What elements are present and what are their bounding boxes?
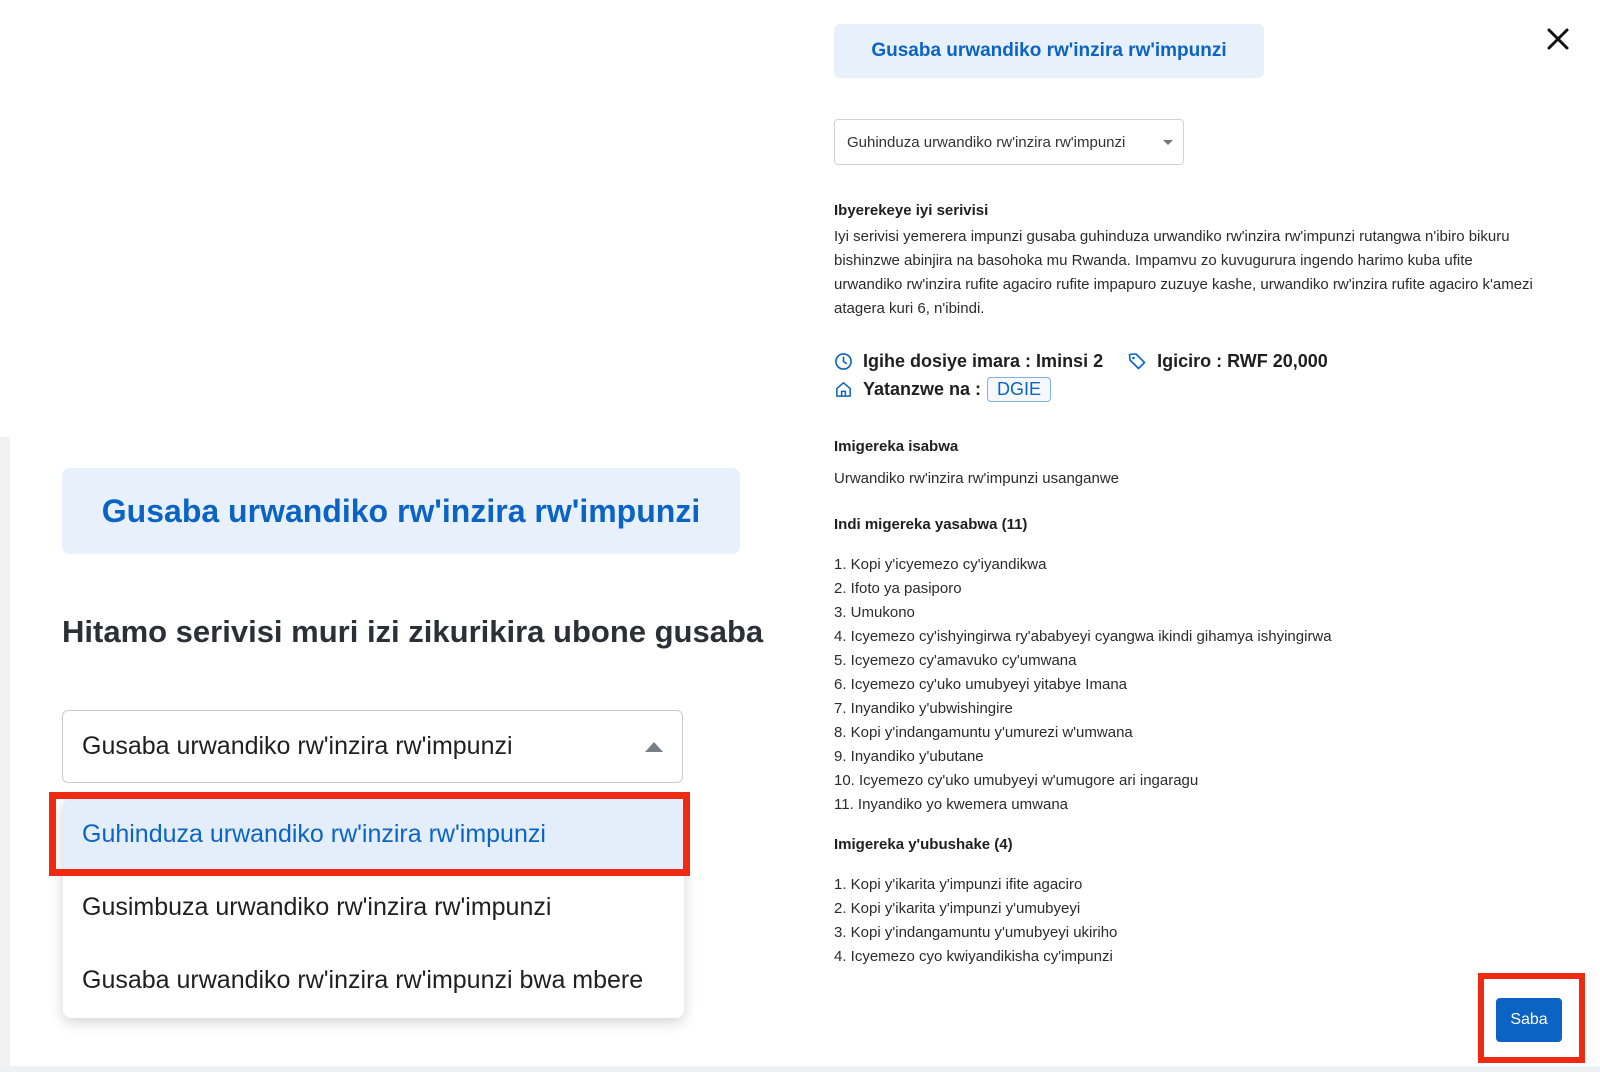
provider-label: Yatanzwe na : <box>863 378 982 399</box>
service-title-chip-label: Gusaba urwandiko rw'inzira rw'impunzi <box>871 40 1227 61</box>
optional-docs-list <box>834 873 1117 969</box>
home-icon <box>834 380 853 399</box>
list-item: 2. Ifoto ya pasiporo <box>834 580 962 597</box>
about-service-title: Ibyerekeye iyi serivisi <box>834 202 989 219</box>
list-item: 5. Icyemezo cy'amavuko cy'umwana <box>834 652 1077 669</box>
meta-row-provider <box>834 376 1051 402</box>
close-icon[interactable] <box>1545 26 1571 52</box>
list-item: 11. Inyandiko yo kwemera umwana <box>834 796 1069 813</box>
optional-docs-title: Imigereka y'ubushake (4) <box>834 836 1013 853</box>
list-item: 4. Icyemezo cyo kwiyandikisha cy'impunzi <box>834 948 1113 965</box>
service-title-chip <box>834 24 1264 78</box>
other-docs-title: Indi migereka yasabwa (11) <box>834 516 1028 533</box>
caret-up-icon <box>645 742 663 752</box>
processing-time: Igihe dosiye imara : Iminsi 2 <box>863 350 1104 371</box>
sub-service-select-value: Guhinduza urwandiko rw'inzira rw'impunzi <box>847 133 1126 151</box>
dropdown-option-replace[interactable]: Gusimbuza urwandiko rw'inzira rw'impunzi <box>82 893 552 921</box>
list-item: 1. Kopi y'ikarita y'impunzi ifite agaciro <box>834 876 1083 893</box>
list-item: 9. Inyandiko y'ubutane <box>834 748 984 765</box>
list-item: 8. Kopi y'indangamuntu y'umurezi w'umwana <box>834 724 1133 741</box>
list-item: 1. Kopi y'icyemezo cy'iyandikwa <box>834 556 1047 573</box>
list-item: 2. Kopi y'ikarita y'impunzi y'umubyeyi <box>834 900 1081 917</box>
dropdown-option-first-time[interactable]: Gusaba urwandiko rw'inzira rw'impunzi bwa mbere <box>82 966 644 994</box>
other-docs-list <box>834 553 1332 817</box>
sub-service-select[interactable] <box>834 119 1184 165</box>
choose-service-heading: Hitamo serivisi muri izi zikurikira ubone gusaba <box>62 614 764 649</box>
submit-button[interactable]: Saba <box>1496 998 1562 1042</box>
required-docs-title: Imigereka isabwa <box>834 438 959 455</box>
highlight-box-submit <box>1478 973 1585 1063</box>
left-panel-bottom-border <box>0 1066 800 1072</box>
list-item: 6. Icyemezo cy'uko umubyeyi yitabye Imana <box>834 676 1127 693</box>
list-item: 3. Umukono <box>834 604 915 621</box>
list-item: 4. Icyemezo cy'ishyingirwa ry'ababyeyi cyangwa ikindi gihamya ishyingirwa <box>834 628 1332 645</box>
caret-down-icon <box>1163 140 1173 145</box>
service-hero-banner <box>62 468 740 554</box>
meta-row-time-price <box>834 348 1328 374</box>
list-item: 3. Kopi y'indangamuntu y'umubyeyi ukiriho <box>834 924 1118 941</box>
highlight-box-option <box>49 792 690 876</box>
list-item: 10. Icyemezo cy'uko umubyeyi w'umugore ari ingaragu <box>834 772 1199 789</box>
service-price: Igiciro : RWF 20,000 <box>1157 350 1328 371</box>
list-item: 7. Inyandiko y'ubwishingire <box>834 700 1013 717</box>
service-hero-title: Gusaba urwandiko rw'inzira rw'impunzi <box>101 492 701 529</box>
tag-icon <box>1127 351 1147 371</box>
service-select[interactable] <box>62 710 683 783</box>
clock-icon <box>834 352 853 371</box>
about-service-text: Iyi serivisi yemerera impunzi gusaba guhinduza urwandiko rw'inzira rw'impunzi rutangwa n'ibiro bikuru bishinzwe abinjira na basohoka mu Rwanda. Impamvu zo kuvugurura ingendo harimo kuba ufite urwandiko rw'inzira rufite agaciro rufite impapuro zuzuye kashe, urwandiko rw'inzira rufite agaciro k'amezi atagera kuri 6, n'ibindi. <box>834 228 1533 317</box>
required-doc-item: Urwandiko rw'inzira rw'impunzi usanganwe <box>834 470 1120 487</box>
provider-badge[interactable]: DGIE <box>987 377 1051 402</box>
right-panel-bottom-border <box>800 1066 1600 1072</box>
service-select-value: Gusaba urwandiko rw'inzira rw'impunzi <box>82 732 513 760</box>
dropdown-option-change[interactable]: Guhinduza urwandiko rw'inzira rw'impunzi <box>63 798 684 871</box>
left-panel-edge <box>0 437 10 1072</box>
